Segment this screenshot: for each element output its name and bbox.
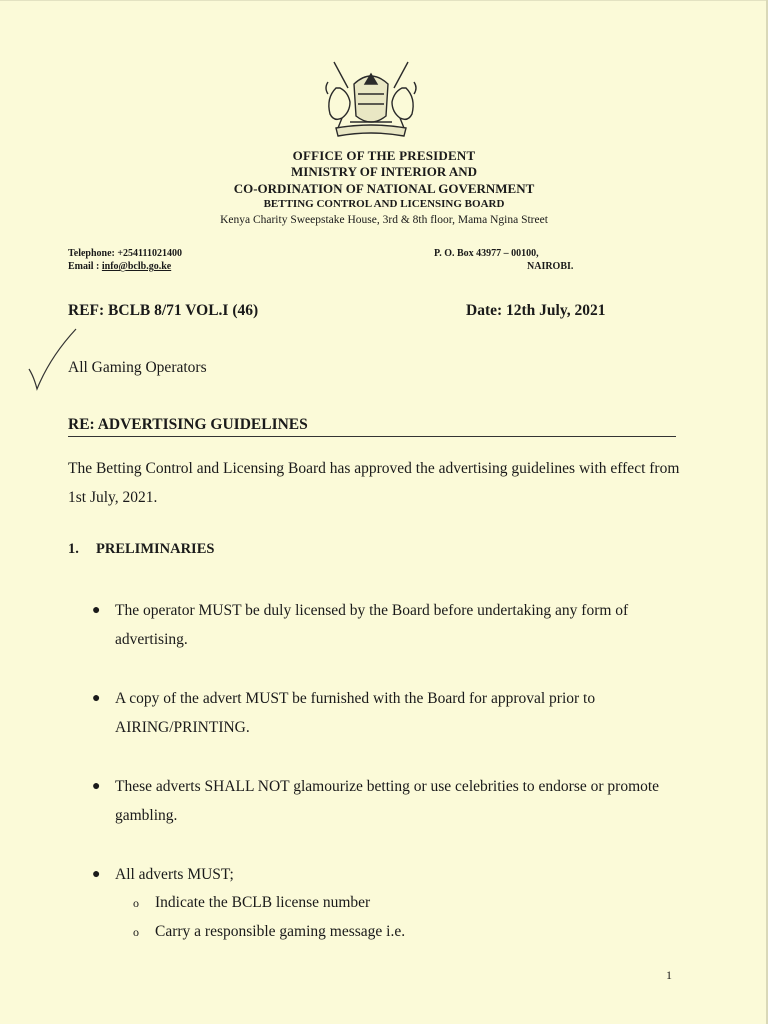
- bullet-icon: ●: [92, 603, 101, 618]
- letterhead-ministry: MINISTRY OF INTERIOR AND: [290, 164, 478, 179]
- email-line: [68, 260, 182, 273]
- bullet-icon: ●: [92, 867, 101, 882]
- subject: RE: ADVERTISING GUIDELINES: [68, 416, 308, 433]
- sub-list-item: [133, 923, 405, 941]
- subject-line: [68, 416, 676, 437]
- section-title: PRELIMINARIES: [96, 541, 215, 557]
- contact-right: [434, 247, 573, 273]
- list-item: [92, 684, 682, 742]
- email-link[interactable]: info@bclb.go.ke: [101, 261, 172, 272]
- telephone: Telephone: +254111021400: [68, 248, 182, 259]
- sub-list-item-text: Indicate the BCLB license number: [155, 894, 371, 911]
- page-edge-top: [0, 0, 768, 1]
- letterhead-address: Kenya Charity Sweepstake House, 3rd & 8th floor, Mama Ngina Street: [220, 214, 548, 226]
- list-item-text: All adverts MUST;: [115, 866, 234, 883]
- letter-date: Date: 12th July, 2021: [466, 302, 606, 319]
- list-item: [92, 860, 682, 889]
- bullet-icon: ●: [92, 779, 101, 794]
- bullet-icon: ●: [92, 691, 101, 706]
- page-number: 1: [666, 968, 672, 982]
- city: NAIROBI.: [527, 261, 574, 272]
- kenya-coat-of-arms-icon: [316, 58, 426, 140]
- contact-left: [68, 247, 182, 273]
- letterhead-office: OFFICE OF THE PRESIDENT: [292, 148, 476, 163]
- letterhead-board: BETTING CONTROL AND LICENSING BOARD: [263, 198, 505, 210]
- section-heading: [68, 541, 214, 558]
- intro-paragraph: The Betting Control and Licensing Board has approved the advertising guidelines with effect from 1st July, 2021.: [68, 460, 680, 506]
- list-item-text: A copy of the advert MUST be furnished with the Board for approval prior to AIRING/PRINTING.: [115, 690, 596, 736]
- list-item-text: The operator MUST be duly licensed by the Board before undertaking any form of advertising.: [115, 602, 629, 648]
- circle-bullet-icon: o: [133, 896, 139, 910]
- addressee: All Gaming Operators: [68, 359, 207, 376]
- list-item: [92, 596, 682, 654]
- sub-list-item: [133, 894, 370, 912]
- list-item: [92, 772, 682, 830]
- list-item-text: These adverts SHALL NOT glamourize betting or use celebrities to endorse or promote gambling.: [115, 778, 660, 824]
- email-label: Email :: [68, 261, 102, 272]
- sub-list-item-text: Carry a responsible gaming message i.e.: [155, 923, 406, 940]
- circle-bullet-icon: o: [133, 925, 139, 939]
- section-number: 1.: [68, 541, 79, 557]
- po-box: P. O. Box 43977 – 00100,: [434, 248, 539, 259]
- letterhead-coordination: CO-ORDINATION OF NATIONAL GOVERNMENT: [233, 181, 535, 196]
- reference-number: REF: BCLB 8/71 VOL.I (46): [68, 302, 259, 319]
